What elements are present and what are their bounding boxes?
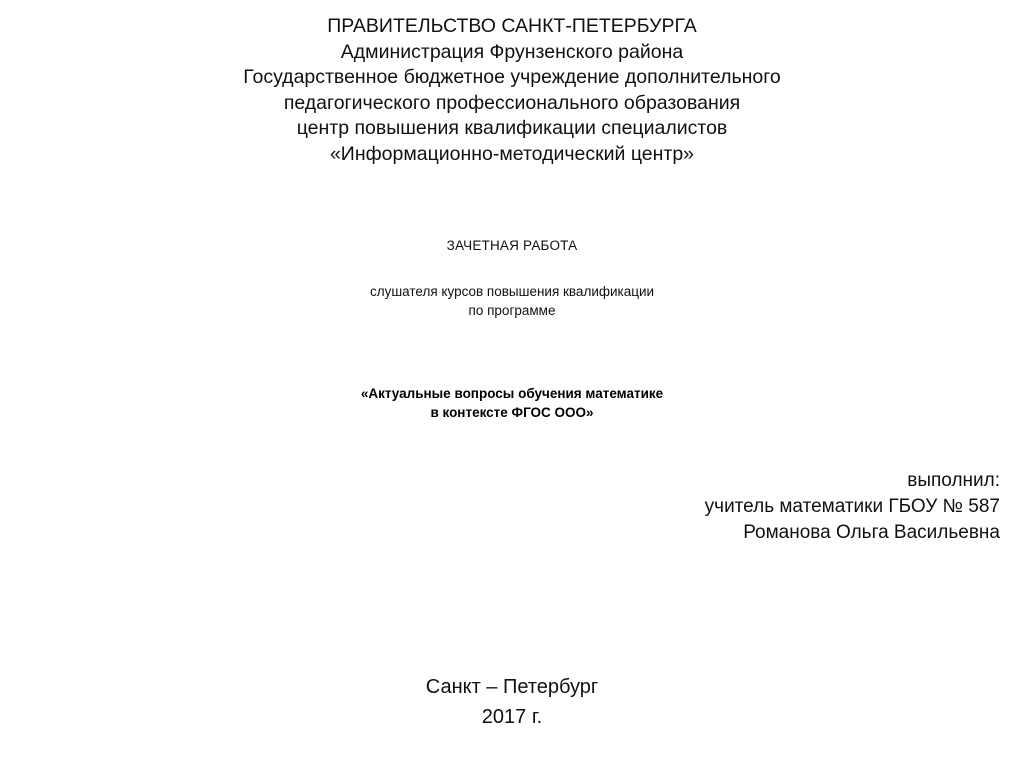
footer-year: 2017 г. (481, 706, 543, 728)
organization-line-6: «Информационно-методический центр» (329, 142, 695, 165)
program-title-line-1: «Актуальные вопросы обучения математике (360, 386, 664, 401)
listener-description (0, 282, 1024, 320)
organization-header (0, 14, 1024, 167)
author-position: учитель математики ГБОУ № 587 (704, 496, 1000, 517)
program-title-line-2: в контексте ФГОС ООО» (430, 405, 594, 420)
listener-line-1: слушателя курсов повышения квалификации (369, 284, 655, 299)
organization-line-2: Администрация Фрунзенского района (340, 40, 684, 63)
author-block (705, 468, 1000, 546)
organization-line-5: центр повышения квалификации специалистов (296, 117, 728, 139)
organization-line-4: педагогического профессионального образования (283, 91, 741, 114)
listener-line-2: по программе (468, 303, 556, 318)
organization-line-3: Государственное бюджетное учреждение дополнительного (243, 66, 781, 88)
organization-line-1: ПРАВИТЕЛЬСТВО САНКТ-ПЕТЕРБУРГА (327, 15, 697, 37)
footer-block (0, 672, 1024, 732)
author-name: Романова Ольга Васильевна (743, 522, 1000, 543)
program-title (0, 384, 1024, 422)
work-type-label: ЗАЧЕТНАЯ РАБОТА (446, 238, 578, 253)
footer-city: Санкт – Петербург (425, 676, 599, 698)
author-label: выполнил: (907, 470, 1000, 491)
